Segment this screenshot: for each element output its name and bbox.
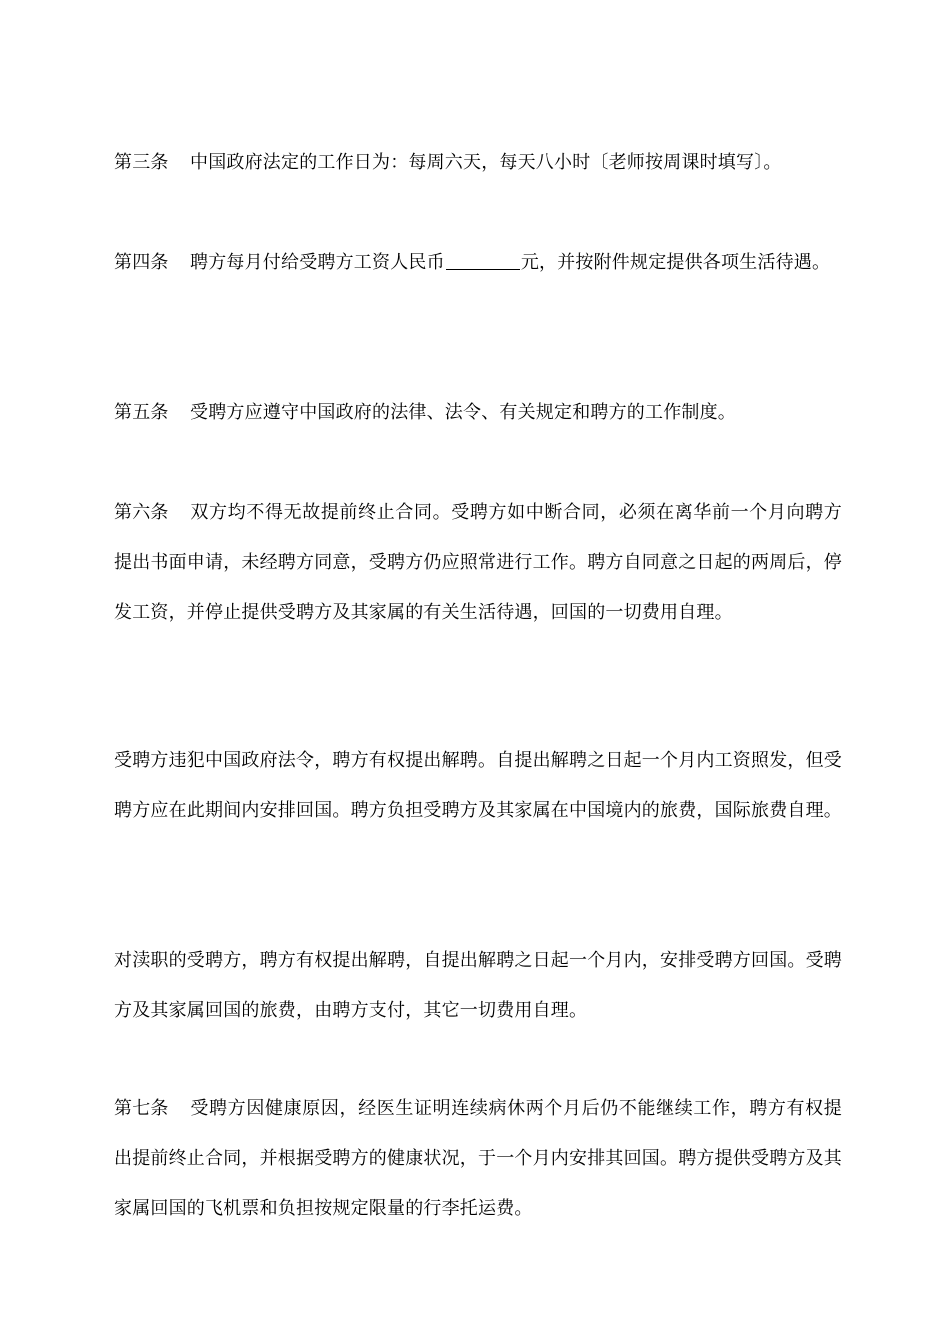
- article-6-paragraph-3: [114, 936, 842, 1036]
- article-7-text: 受聘方因健康原因，经医生证明连续病休两个月后仍不能继续工作，聘方有权提出提前终止合同，并根据受聘方的健康状况，于一个月内安排其回国。聘方提供受聘方及其家属回国的飞机票和负担按规定限量的行李托运费。: [114, 1098, 842, 1219]
- salary-blank-line: [446, 253, 520, 270]
- article-6-paragraph-2: [114, 736, 842, 836]
- article-6-paragraph-2-text: 受聘方违犯中国政府法令，聘方有权提出解聘。自提出解聘之日起一个月内工资照发，但受聘方应在此期间内安排回国。聘方负担受聘方及其家属在中国境内的旅费，国际旅费自理。: [114, 750, 842, 821]
- article-4-text-before-blank: 聘方每月付给受聘方工资人民币: [190, 252, 445, 273]
- article-6-paragraph: [114, 488, 842, 638]
- article-3-label: 第三条: [114, 152, 169, 173]
- article-7-label: 第七条: [114, 1098, 169, 1119]
- article-4-label: 第四条: [114, 252, 169, 273]
- article-4-paragraph: [114, 238, 842, 288]
- article-5-text: 受聘方应遵守中国政府的法律、法令、有关规定和聘方的工作制度。: [190, 402, 736, 423]
- article-5-paragraph: [114, 388, 842, 438]
- article-3-text: 中国政府法定的工作日为：每周六天，每天八小时〔老师按周课时填写〕。: [190, 152, 782, 173]
- article-3-paragraph: [114, 138, 842, 188]
- article-7-paragraph: [114, 1084, 842, 1234]
- article-5-label: 第五条: [114, 402, 169, 423]
- article-4-text-after-blank: 元，并按附件规定提供各项生活待遇。: [520, 252, 831, 273]
- article-6-text: 双方均不得无故提前终止合同。受聘方如中断合同，必须在离华前一个月向聘方提出书面申请，未经聘方同意，受聘方仍应照常进行工作。聘方自同意之日起的两周后，停发工资，并停止提供受聘方及其家属的有关生活待遇，回国的一切费用自理。: [114, 502, 842, 623]
- article-6-label: 第六条: [114, 502, 169, 523]
- article-6-paragraph-3-text: 对渎职的受聘方，聘方有权提出解聘，自提出解聘之日起一个月内，安排受聘方回国。受聘方及其家属回国的旅费，由聘方支付，其它一切费用自理。: [114, 950, 842, 1021]
